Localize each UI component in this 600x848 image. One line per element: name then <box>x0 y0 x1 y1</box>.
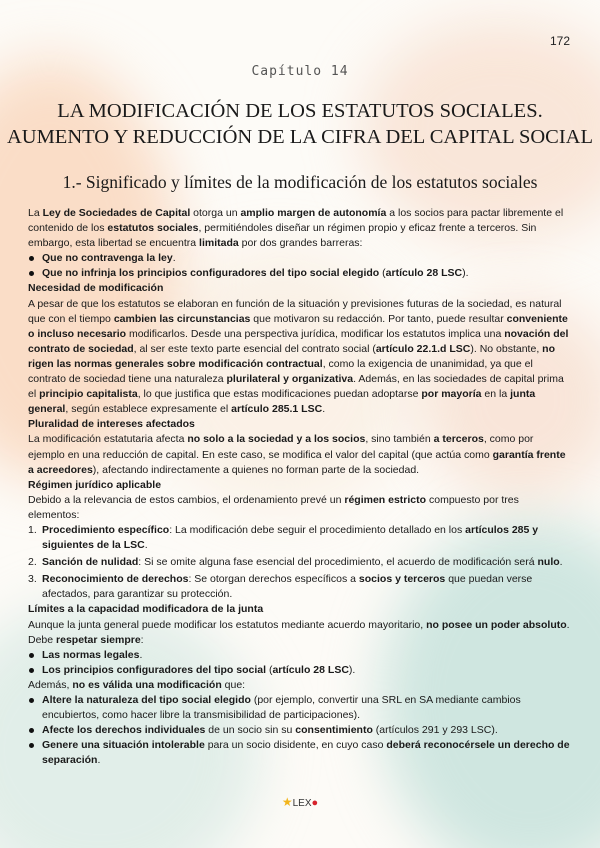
list-item: 3. Reconocimiento de derechos: Se otorgan derechos específicos a socios y terceros que puedan verse afectados, para garantizar su protección. <box>28 573 533 601</box>
heading-pluralidad: Pluralidad de intereses afectados <box>28 418 195 431</box>
page-number: 172 <box>549 34 570 48</box>
list-item: 1. Procedimiento específico: La modificación debe seguir el procedimiento detallado en los artículos 285 y siguientes de la LSC. <box>28 523 539 552</box>
list-item: Que no contravenga la ley. <box>28 251 573 266</box>
list-item: Los principios configuradores del tipo social (artículo 28 LSC). <box>28 663 573 678</box>
heading-necesidad: Necesidad de modificación <box>28 282 164 295</box>
body-text <box>28 206 573 768</box>
star-icon: ★ <box>281 795 293 809</box>
footer-logo <box>0 795 600 809</box>
limites-paragraph: Aunque la junta general puede modificar los estatutos mediante acuerdo mayoritario, no posee un poder absoluto. Debe respetar siempre: <box>28 618 570 646</box>
barriers-list <box>28 251 573 281</box>
respect-list <box>28 648 573 678</box>
heading-regimen: Régimen jurídico aplicable <box>28 478 162 491</box>
chapter-title-line-1: LA MODIFICACIÓN DE LOS ESTATUTOS SOCIALES. <box>57 100 543 122</box>
list-item: Que no infrinja los principios configuradores del tipo social elegido (artículo 28 LSC). <box>28 266 573 281</box>
invalid-list <box>28 693 573 768</box>
footer-brand: LEX <box>292 798 312 809</box>
chapter-label: Capítulo 14 <box>251 64 349 79</box>
chapter-title-line-2: AUMENTO Y REDUCCIÓN DE LA CIFRA DEL CAPITAL SOCIAL <box>6 126 594 148</box>
heading-limites: Límites a la capacidad modificadora de la junta <box>28 603 264 616</box>
limites-paragraph-2: Además, no es válida una modificación que: <box>28 678 246 691</box>
pluralidad-paragraph: La modificación estatutaria afecta no solo a la sociedad y a los socios, sino también a terceros, como por ejemplo en una reducción de capital. En este caso, se modifica el valor del capital (que actúa como garantía frente a acreedores), afectando indirectamente a quienes no forman parte de la sociedad. <box>28 433 566 476</box>
drop-icon: ● <box>311 797 319 809</box>
regimen-list <box>28 523 573 602</box>
chapter-title <box>0 98 600 150</box>
intro-paragraph: La Ley de Sociedades de Capital otorga un amplio margen de autonomía a los socios para pactar libremente el contenido de los estatutos sociales, permitiéndoles diseñar un régimen propio y eficaz frente a terceros. Sin embargo, esta libertad se encuentra limitada por dos grandes barreras: <box>28 207 564 250</box>
regimen-paragraph: Debido a la relevancia de estos cambios, el ordenamiento prevé un régimen estricto compuesto por tres elementos: <box>28 493 519 521</box>
list-item: Afecte los derechos individuales de un socio sin su consentimiento (artículos 291 y 293 LSC). <box>28 723 573 738</box>
list-item: Las normas legales. <box>28 648 573 663</box>
list-item: Altere la naturaleza del tipo social elegido (por ejemplo, convertir una SRL en SA mediante cambios encubiertos, como hacer libre la transmisibilidad de participaciones). <box>28 693 573 723</box>
list-item: Genere una situación intolerable para un socio disidente, en cuyo caso deberá reconocérsele un derecho de separación. <box>28 738 573 768</box>
section-title: 1.- Significado y límites de la modificación de los estatutos sociales <box>62 172 538 192</box>
necesidad-paragraph: A pesar de que los estatutos se elaboran en función de la situación y previsiones futuras de la sociedad, es natural que con el tiempo cambien las circunstancias que motivaron su redacción. Por tanto, puede resultar conveniente o incluso necesario modificarlos. Desde una perspectiva jurídica, modificar los estatutos implica una novación del contrato de sociedad, al ser este texto parte esencial del contrato social (artículo 22.1.d LSC). No obstante, no rigen las normas generales sobre modificación contractual, como la exigencia de unanimidad, ya que el contrato de sociedad tiene una naturaleza plurilateral y organizativa. Además, en las sociedades de capital prima el principio capitalista, lo que justifica que estas modificaciones puedan adoptarse por mayoría en la junta general, según establece expresamente el artículo 285.1 LSC. <box>28 297 569 416</box>
list-item: 2. Sanción de nulidad: Si se omite alguna fase esencial del procedimiento, el acuerdo de modificación será nulo. <box>28 556 563 569</box>
